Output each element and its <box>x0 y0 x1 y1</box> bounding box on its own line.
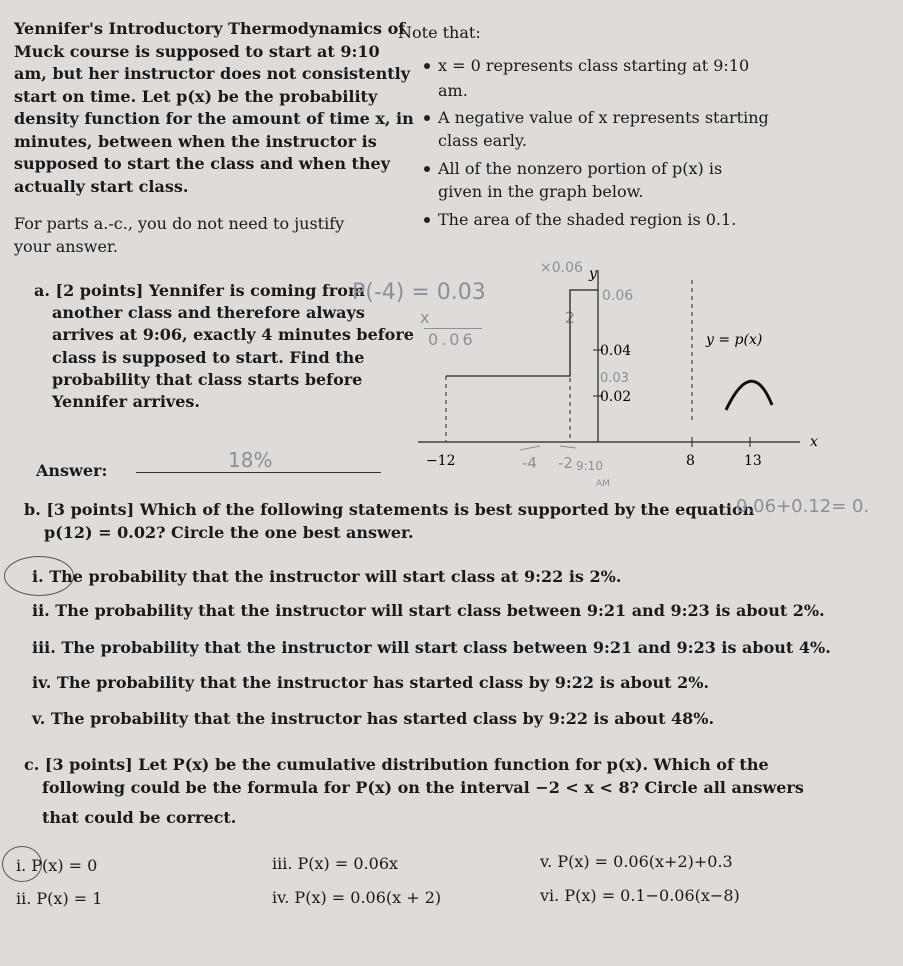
option-c[interactable]: vi. P(x) = 0.1−0.06(x−8) <box>540 886 740 905</box>
x-tick-label: 13 <box>744 453 762 469</box>
bullet-icon <box>424 217 430 223</box>
option-b[interactable]: ii. The probability that the instructor will start class between 9:21 and 9:23 is about 2%. <box>32 601 825 620</box>
pdf-hump-segment <box>726 381 772 410</box>
y-tick-label: 0.02 <box>600 389 632 405</box>
intro-line: Yennifer's Introductory Thermodynamics of <box>14 19 406 38</box>
pdf-graph <box>400 250 820 500</box>
note-text: A negative value of x represents starting <box>438 108 769 127</box>
part-a-line: Yennifer arrives. <box>52 392 200 411</box>
pdf-step-segment <box>446 290 598 376</box>
intro-line: density function for the amount of time x, in <box>14 109 414 128</box>
note-text: class early. <box>438 131 527 150</box>
curve-label: y = p(x) <box>706 332 763 348</box>
note-text: The area of the shaded region is 0.1. <box>438 210 737 229</box>
handwritten-note: -2 <box>558 454 573 472</box>
handwritten-margin-note: 0.06+0.12= 0. <box>736 496 870 517</box>
option-b[interactable]: v. The probability that the instructor has started class by 9:22 is about 48%. <box>32 709 715 728</box>
intro-line: am, but her instructor does not consistently <box>14 64 410 83</box>
option-c[interactable]: i. P(x) = 0 <box>16 856 98 875</box>
note-text: given in the graph below. <box>438 182 644 201</box>
intro-line: Muck course is supposed to start at 9:10 <box>14 42 380 61</box>
option-c[interactable]: iv. P(x) = 0.06(x + 2) <box>272 888 442 907</box>
bullet-icon <box>424 115 430 121</box>
answer-line <box>136 472 381 473</box>
handwritten-answer: 18% <box>228 448 273 472</box>
note-text: x = 0 represents class starting at 9:10 <box>438 56 750 75</box>
note-text: am. <box>438 81 468 100</box>
intro-line: supposed to start the class and when they <box>14 154 391 173</box>
handwritten-note: ×0.06 <box>540 260 583 276</box>
handwritten-work: 0.06 <box>428 330 476 349</box>
option-b[interactable]: iv. The probability that the instructor has started class by 9:22 is about 2%. <box>32 673 710 692</box>
bullet-icon <box>424 166 430 172</box>
handwritten-note: 0.03 <box>600 371 629 386</box>
justify-line: your answer. <box>14 237 118 256</box>
notes-heading: Note that: <box>398 23 481 42</box>
x-tick-label: −12 <box>426 453 456 469</box>
intro-line: start on time. Let p(x) be the probability <box>14 87 378 106</box>
handwritten-note: AM <box>596 479 610 489</box>
handwritten-note: 0.06 <box>602 288 634 304</box>
x-tick-label: 8 <box>686 453 695 469</box>
y-axis-label: y <box>589 266 597 282</box>
part-b-question: b. [3 points] Which of the following statements is best supported by the equation <box>24 500 755 519</box>
part-c-question: following could be the formula for P(x) on the interval −2 < x < 8? Circle all answers <box>42 778 804 797</box>
handwritten-work: x 2 <box>420 308 575 327</box>
note-text: All of the nonzero portion of p(x) is <box>438 159 723 178</box>
handwritten-work: P(-4) = 0.03 <box>352 280 486 305</box>
part-a-line: another class and therefore always <box>52 303 365 322</box>
intro-line: minutes, between when the instructor is <box>14 132 377 151</box>
part-a-line: class is supposed to start. Find the <box>52 348 365 367</box>
option-b[interactable]: iii. The probability that the instructor will start class between 9:21 and 9:23 is about 4%. <box>32 638 831 657</box>
option-c[interactable]: v. P(x) = 0.06(x+2)+0.3 <box>540 852 733 871</box>
justify-line: For parts a.-c., you do not need to justify <box>14 214 345 233</box>
part-a-line: a. [2 points] Yennifer is coming from <box>34 281 365 300</box>
intro-line: actually start class. <box>14 177 189 196</box>
part-c-question: that could be correct. <box>42 808 237 827</box>
y-tick-label: 0.04 <box>600 343 632 359</box>
handwritten-note: -4 <box>522 454 537 472</box>
part-a-line: arrives at 9:06, exactly 4 minutes before <box>52 325 414 344</box>
option-c[interactable]: iii. P(x) = 0.06x <box>272 854 399 873</box>
option-b[interactable]: i. The probability that the instructor will start class at 9:22 is 2%. <box>32 567 622 586</box>
part-a-line: probability that class starts before <box>52 370 363 389</box>
bullet-icon <box>424 63 430 69</box>
option-c[interactable]: ii. P(x) = 1 <box>16 889 103 908</box>
handwritten-mark <box>520 446 576 450</box>
part-b-question: p(12) = 0.02? Circle the one best answer. <box>44 523 414 542</box>
part-c-question: c. [3 points] Let P(x) be the cumulative distribution function for p(x). Which of the <box>24 755 769 774</box>
x-axis-label: x <box>810 434 818 450</box>
answer-label: Answer: <box>36 461 108 480</box>
handwritten-note: 9:10 <box>576 459 603 473</box>
